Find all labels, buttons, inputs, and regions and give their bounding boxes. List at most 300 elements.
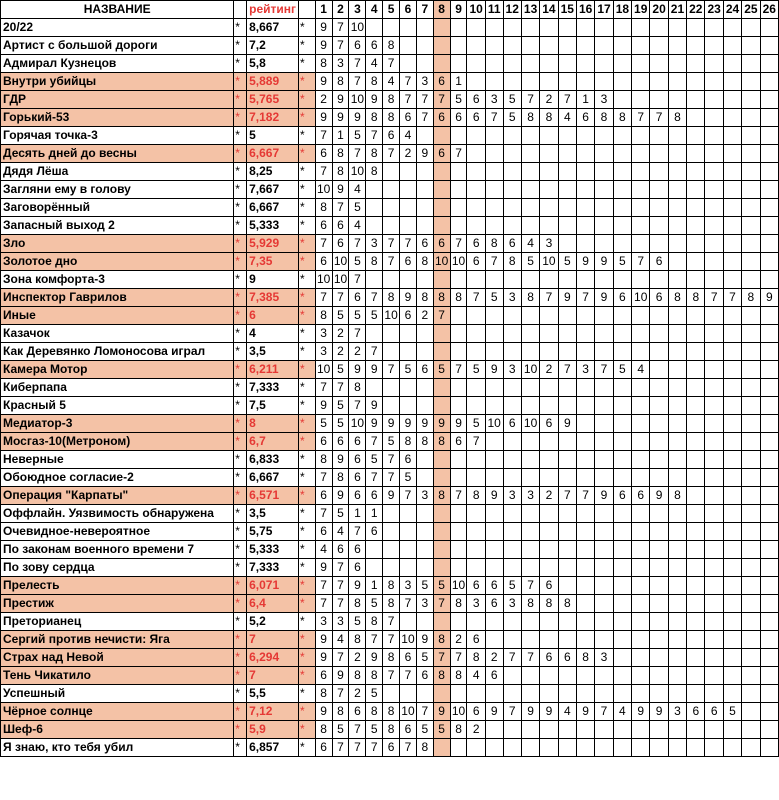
- episode-score: [433, 739, 450, 757]
- episode-score: [687, 163, 705, 181]
- episode-score: [632, 667, 650, 685]
- episode-score: [760, 199, 778, 217]
- episode-score: [760, 55, 778, 73]
- episode-score: [650, 523, 668, 541]
- episode-score: [687, 523, 705, 541]
- episode-score: [650, 433, 668, 451]
- episode-score: [433, 37, 450, 55]
- star-marker: *: [234, 163, 247, 181]
- episode-score: 7: [416, 91, 433, 109]
- episode-score: [595, 433, 613, 451]
- episode-score: [650, 73, 668, 91]
- episode-score: 7: [366, 343, 383, 361]
- episode-score: [742, 199, 760, 217]
- episode-score: 7: [315, 127, 332, 145]
- episode-score: [613, 577, 631, 595]
- star-marker: *: [234, 721, 247, 739]
- episode-score: 6: [650, 253, 668, 271]
- episode-score: [760, 595, 778, 613]
- episode-score: [416, 343, 433, 361]
- episode-score: [668, 613, 686, 631]
- episode-score: [540, 667, 558, 685]
- episode-score: [416, 559, 433, 577]
- episode-score: [450, 325, 467, 343]
- episode-score: 6: [315, 739, 332, 757]
- episode-score: [576, 199, 594, 217]
- episode-score: [705, 181, 723, 199]
- column-header-episode: 10: [467, 1, 485, 19]
- episode-score: 9: [400, 415, 417, 433]
- episode-score: 7: [400, 487, 417, 505]
- episode-score: 3: [315, 613, 332, 631]
- episode-score: [485, 397, 503, 415]
- episode-score: 5: [332, 505, 349, 523]
- episode-score: [705, 613, 723, 631]
- episode-score: [668, 451, 686, 469]
- episode-score: 7: [315, 163, 332, 181]
- episode-score: [416, 217, 433, 235]
- episode-score: [576, 433, 594, 451]
- episode-score: [558, 199, 576, 217]
- episode-score: 9: [332, 181, 349, 199]
- episode-score: 7: [433, 307, 450, 325]
- episode-score: 8: [383, 109, 400, 127]
- episode-score: 7: [349, 397, 366, 415]
- show-name: Запасный выход 2: [1, 217, 234, 235]
- episode-score: 5: [433, 721, 450, 739]
- episode-score: [632, 721, 650, 739]
- episode-score: [558, 451, 576, 469]
- episode-score: [723, 613, 741, 631]
- show-name: Горький-53: [1, 109, 234, 127]
- episode-score: [650, 181, 668, 199]
- episode-score: [576, 415, 594, 433]
- episode-score: [613, 667, 631, 685]
- episode-score: 10: [433, 253, 450, 271]
- episode-score: [521, 451, 539, 469]
- episode-score: [383, 559, 400, 577]
- episode-score: [760, 415, 778, 433]
- episode-score: [558, 19, 576, 37]
- column-header-episode: 18: [613, 1, 631, 19]
- episode-score: [467, 559, 485, 577]
- episode-score: [760, 19, 778, 37]
- episode-score: 8: [366, 703, 383, 721]
- episode-score: [558, 433, 576, 451]
- episode-score: 10: [349, 19, 366, 37]
- episode-score: [521, 541, 539, 559]
- episode-score: [742, 91, 760, 109]
- episode-score: [723, 271, 741, 289]
- show-name: 20/22: [1, 19, 234, 37]
- episode-score: [558, 145, 576, 163]
- table-row: [1, 91, 779, 109]
- episode-score: [521, 325, 539, 343]
- episode-score: 6: [400, 307, 417, 325]
- star-marker: *: [299, 451, 316, 469]
- episode-score: 8: [450, 721, 467, 739]
- episode-score: [632, 433, 650, 451]
- table-row: [1, 451, 779, 469]
- episode-score: 7: [450, 145, 467, 163]
- episode-score: [613, 739, 631, 757]
- episode-score: [400, 181, 417, 199]
- column-header-episode: 19: [632, 1, 650, 19]
- episode-score: [595, 523, 613, 541]
- episode-score: [705, 199, 723, 217]
- episode-score: [383, 325, 400, 343]
- episode-score: 9: [521, 703, 539, 721]
- episode-score: 7: [332, 739, 349, 757]
- episode-score: 7: [332, 19, 349, 37]
- episode-score: [742, 343, 760, 361]
- star-marker: *: [299, 541, 316, 559]
- episode-score: 3: [315, 325, 332, 343]
- star-marker: *: [299, 361, 316, 379]
- episode-score: 6: [400, 253, 417, 271]
- episode-score: [450, 37, 467, 55]
- episode-score: 8: [366, 613, 383, 631]
- episode-score: [521, 721, 539, 739]
- episode-score: [650, 343, 668, 361]
- episode-score: [558, 721, 576, 739]
- episode-score: [558, 163, 576, 181]
- episode-score: 9: [485, 361, 503, 379]
- episode-score: [632, 631, 650, 649]
- episode-score: [576, 181, 594, 199]
- episode-score: [540, 19, 558, 37]
- episode-score: [632, 541, 650, 559]
- episode-score: [366, 181, 383, 199]
- episode-score: 8: [315, 55, 332, 73]
- episode-score: 8: [576, 649, 594, 667]
- episode-score: [576, 505, 594, 523]
- episode-score: [416, 379, 433, 397]
- star-marker: *: [234, 559, 247, 577]
- rating-value: 6,294: [247, 649, 299, 667]
- rating-value: 8,667: [247, 19, 299, 37]
- episode-score: 7: [332, 685, 349, 703]
- episode-score: [742, 217, 760, 235]
- table-row: [1, 685, 779, 703]
- episode-score: 8: [349, 631, 366, 649]
- episode-score: [521, 163, 539, 181]
- episode-score: [723, 559, 741, 577]
- episode-score: [503, 343, 521, 361]
- episode-score: [632, 181, 650, 199]
- episode-score: 8: [366, 145, 383, 163]
- episode-score: 6: [383, 739, 400, 757]
- episode-score: [558, 541, 576, 559]
- episode-score: [521, 523, 539, 541]
- episode-score: [467, 613, 485, 631]
- episode-score: 5: [332, 397, 349, 415]
- show-name: Артист с большой дороги: [1, 37, 234, 55]
- show-name: Горячая точка-3: [1, 127, 234, 145]
- episode-score: [613, 163, 631, 181]
- star-marker: *: [299, 631, 316, 649]
- star-marker: *: [299, 379, 316, 397]
- episode-score: [687, 721, 705, 739]
- episode-score: [540, 559, 558, 577]
- episode-score: [416, 199, 433, 217]
- star-marker: *: [234, 253, 247, 271]
- episode-score: 1: [349, 505, 366, 523]
- episode-score: [632, 217, 650, 235]
- star-marker: *: [234, 91, 247, 109]
- episode-score: 2: [332, 325, 349, 343]
- episode-score: [503, 19, 521, 37]
- show-name: Медиатор-3: [1, 415, 234, 433]
- episode-score: 5: [467, 415, 485, 433]
- episode-score: 7: [503, 703, 521, 721]
- episode-score: [433, 559, 450, 577]
- episode-score: [503, 451, 521, 469]
- episode-score: [540, 343, 558, 361]
- episode-score: [687, 397, 705, 415]
- episode-score: 6: [315, 433, 332, 451]
- episode-score: 7: [383, 613, 400, 631]
- episode-score: 9: [315, 559, 332, 577]
- episode-score: [540, 127, 558, 145]
- episode-score: [723, 379, 741, 397]
- episode-score: [668, 667, 686, 685]
- episode-score: [485, 37, 503, 55]
- episode-score: [576, 235, 594, 253]
- episode-score: [723, 595, 741, 613]
- star-marker: *: [299, 397, 316, 415]
- rating-value: 6,857: [247, 739, 299, 757]
- episode-score: [668, 721, 686, 739]
- episode-score: 8: [595, 109, 613, 127]
- episode-score: 2: [416, 307, 433, 325]
- star-marker: *: [234, 271, 247, 289]
- star-marker: *: [299, 433, 316, 451]
- episode-score: 5: [416, 721, 433, 739]
- episode-score: 9: [315, 397, 332, 415]
- episode-score: [521, 307, 539, 325]
- episode-score: [433, 19, 450, 37]
- episode-score: [540, 217, 558, 235]
- episode-score: [723, 325, 741, 343]
- episode-score: [760, 433, 778, 451]
- show-name: ГДР: [1, 91, 234, 109]
- episode-score: [558, 235, 576, 253]
- episode-score: 6: [433, 109, 450, 127]
- star-marker: *: [234, 343, 247, 361]
- episode-score: 9: [332, 667, 349, 685]
- episode-score: [705, 433, 723, 451]
- episode-score: [383, 541, 400, 559]
- episode-score: 5: [366, 685, 383, 703]
- episode-score: [576, 685, 594, 703]
- episode-score: [613, 397, 631, 415]
- episode-score: [687, 307, 705, 325]
- episode-score: [400, 217, 417, 235]
- rating-value: 5,5: [247, 685, 299, 703]
- episode-score: 10: [632, 289, 650, 307]
- episode-score: [558, 325, 576, 343]
- episode-score: 6: [366, 37, 383, 55]
- episode-score: 9: [366, 397, 383, 415]
- episode-score: [467, 217, 485, 235]
- episode-score: [760, 163, 778, 181]
- table-row: [1, 181, 779, 199]
- episode-score: [668, 577, 686, 595]
- episode-score: 8: [433, 433, 450, 451]
- episode-score: [558, 127, 576, 145]
- episode-score: [705, 343, 723, 361]
- episode-score: [760, 307, 778, 325]
- column-header-episode: 2: [332, 1, 349, 19]
- table-row: [1, 559, 779, 577]
- episode-score: [687, 487, 705, 505]
- episode-score: 10: [349, 163, 366, 181]
- episode-score: [400, 685, 417, 703]
- star-marker: *: [299, 145, 316, 163]
- episode-score: [632, 235, 650, 253]
- episode-score: [595, 55, 613, 73]
- episode-score: [485, 739, 503, 757]
- episode-score: 5: [315, 415, 332, 433]
- episode-score: [433, 55, 450, 73]
- episode-score: [760, 343, 778, 361]
- episode-score: 7: [485, 253, 503, 271]
- star-marker: *: [299, 91, 316, 109]
- episode-score: 8: [332, 469, 349, 487]
- episode-score: [760, 577, 778, 595]
- episode-score: [503, 505, 521, 523]
- episode-score: 7: [332, 649, 349, 667]
- episode-score: [576, 271, 594, 289]
- episode-score: [760, 91, 778, 109]
- episode-score: 9: [433, 415, 450, 433]
- episode-score: 9: [366, 91, 383, 109]
- episode-score: 3: [332, 55, 349, 73]
- episode-score: [383, 181, 400, 199]
- episode-score: [416, 163, 433, 181]
- table-row: [1, 325, 779, 343]
- episode-score: 3: [503, 289, 521, 307]
- episode-score: [705, 397, 723, 415]
- episode-score: [742, 397, 760, 415]
- episode-score: [521, 127, 539, 145]
- star-marker: *: [299, 343, 316, 361]
- episode-score: [450, 451, 467, 469]
- episode-score: 6: [332, 217, 349, 235]
- episode-score: [433, 217, 450, 235]
- episode-score: 2: [540, 91, 558, 109]
- episode-score: 9: [315, 109, 332, 127]
- episode-score: [650, 415, 668, 433]
- rating-value: 5,889: [247, 73, 299, 91]
- episode-score: 6: [632, 487, 650, 505]
- episode-score: 8: [687, 289, 705, 307]
- episode-score: [668, 253, 686, 271]
- episode-score: [723, 667, 741, 685]
- episode-score: [595, 595, 613, 613]
- star-marker: *: [299, 109, 316, 127]
- episode-score: 8: [503, 253, 521, 271]
- episode-score: 4: [613, 703, 631, 721]
- episode-score: [521, 343, 539, 361]
- rating-value: 7,333: [247, 559, 299, 577]
- episode-score: 8: [613, 109, 631, 127]
- star-marker: *: [234, 613, 247, 631]
- episode-score: [632, 577, 650, 595]
- episode-score: [485, 163, 503, 181]
- show-name: Золотое дно: [1, 253, 234, 271]
- episode-score: [687, 451, 705, 469]
- episode-score: 7: [366, 631, 383, 649]
- episode-score: [467, 199, 485, 217]
- episode-score: [416, 37, 433, 55]
- episode-score: 6: [366, 523, 383, 541]
- episode-score: 6: [467, 703, 485, 721]
- episode-score: 7: [315, 595, 332, 613]
- episode-score: 8: [558, 595, 576, 613]
- episode-score: 3: [467, 595, 485, 613]
- episode-score: [723, 253, 741, 271]
- episode-score: [366, 541, 383, 559]
- show-name: Казачок: [1, 325, 234, 343]
- show-name: Адмирал Кузнецов: [1, 55, 234, 73]
- star-marker: *: [234, 469, 247, 487]
- episode-score: [613, 631, 631, 649]
- episode-score: 9: [576, 703, 594, 721]
- episode-score: 5: [366, 451, 383, 469]
- episode-score: [433, 469, 450, 487]
- episode-score: [760, 703, 778, 721]
- star-marker: *: [299, 649, 316, 667]
- episode-score: [668, 271, 686, 289]
- episode-score: [723, 145, 741, 163]
- column-header-episode: 25: [742, 1, 760, 19]
- episode-score: 9: [760, 289, 778, 307]
- episode-score: [723, 235, 741, 253]
- episode-score: 10: [540, 253, 558, 271]
- table-row: [1, 631, 779, 649]
- episode-score: 7: [450, 649, 467, 667]
- star-marker: *: [299, 73, 316, 91]
- episode-score: [760, 181, 778, 199]
- episode-score: [760, 523, 778, 541]
- episode-score: [742, 631, 760, 649]
- episode-score: [613, 595, 631, 613]
- episode-score: [416, 55, 433, 73]
- column-header-episode: 14: [540, 1, 558, 19]
- episode-score: 7: [467, 289, 485, 307]
- episode-score: [723, 685, 741, 703]
- episode-score: [467, 523, 485, 541]
- episode-score: 8: [349, 595, 366, 613]
- episode-score: [540, 181, 558, 199]
- episode-score: 8: [383, 37, 400, 55]
- episode-score: [521, 379, 539, 397]
- episode-score: [613, 127, 631, 145]
- episode-score: [540, 55, 558, 73]
- episode-score: [613, 541, 631, 559]
- episode-score: 10: [315, 181, 332, 199]
- table-row: [1, 541, 779, 559]
- episode-score: [595, 613, 613, 631]
- episode-score: [742, 721, 760, 739]
- episode-score: [558, 613, 576, 631]
- episode-score: [723, 307, 741, 325]
- star-marker: *: [299, 685, 316, 703]
- episode-score: [467, 325, 485, 343]
- episode-score: [723, 739, 741, 757]
